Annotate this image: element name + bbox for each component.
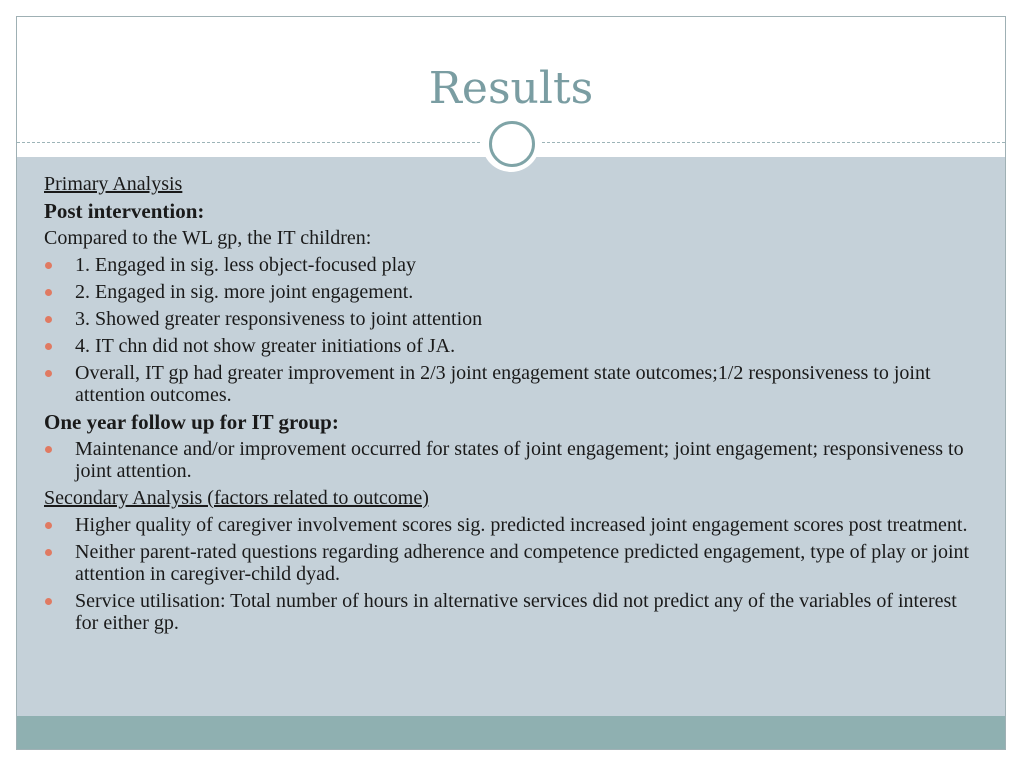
bullet-dot-icon <box>45 262 52 269</box>
post-intervention-heading: Post intervention: <box>44 199 205 223</box>
bullet-text: 3. Showed greater responsiveness to joint attention <box>75 308 483 330</box>
bullet-text: 1. Engaged in sig. less object-focused play <box>75 254 417 276</box>
list-item <box>44 514 979 536</box>
bullet-dot-icon <box>45 289 52 296</box>
list-item <box>44 541 979 585</box>
list-item <box>44 254 979 276</box>
list-item <box>44 438 979 482</box>
divider-circle-icon <box>489 121 535 167</box>
list-item <box>44 308 979 330</box>
bullet-dot-icon <box>45 343 52 350</box>
bullet-text: 4. IT chn did not show greater initiations of JA. <box>75 335 456 357</box>
compared-text: Compared to the WL gp, the IT children: <box>44 227 372 249</box>
bottom-bar <box>17 716 1005 749</box>
bullet-text: Maintenance and/or improvement occurred for states of joint engagement; joint engagement; responsiveness to joint attention. <box>75 438 964 482</box>
bullet-text: Higher quality of caregiver involvement scores sig. predicted increased joint engagement scores post treatment. <box>75 514 968 536</box>
bullet-dot-icon <box>45 522 52 529</box>
followup-heading: One year follow up for IT group: <box>44 410 339 434</box>
bullet-text: Service utilisation: Total number of hours in alternative services did not predict any of the variables of interest for either gp. <box>75 590 957 634</box>
bullet-text: Overall, IT gp had greater improvement in 2/3 joint engagement state outcomes;1/2 responsiveness to joint attention outcomes. <box>75 362 931 406</box>
list-item <box>44 335 979 357</box>
slide-title: Results <box>428 63 594 114</box>
bullet-dot-icon <box>45 370 52 377</box>
slide-content <box>44 173 979 639</box>
list-item <box>44 362 979 406</box>
bullet-text: 2. Engaged in sig. more joint engagement. <box>75 281 414 303</box>
bullet-dot-icon <box>45 598 52 605</box>
primary-analysis-heading: Primary Analysis <box>44 173 183 195</box>
secondary-analysis-heading: Secondary Analysis (factors related to outcome) <box>44 487 429 509</box>
bullet-dot-icon <box>45 316 52 323</box>
bullet-dot-icon <box>45 549 52 556</box>
list-item <box>44 281 979 303</box>
bullet-dot-icon <box>45 446 52 453</box>
list-item <box>44 590 979 634</box>
bullet-text: Neither parent-rated questions regarding adherence and competence predicted engagement, type of play or joint attention in caregiver-child dyad. <box>75 541 970 585</box>
